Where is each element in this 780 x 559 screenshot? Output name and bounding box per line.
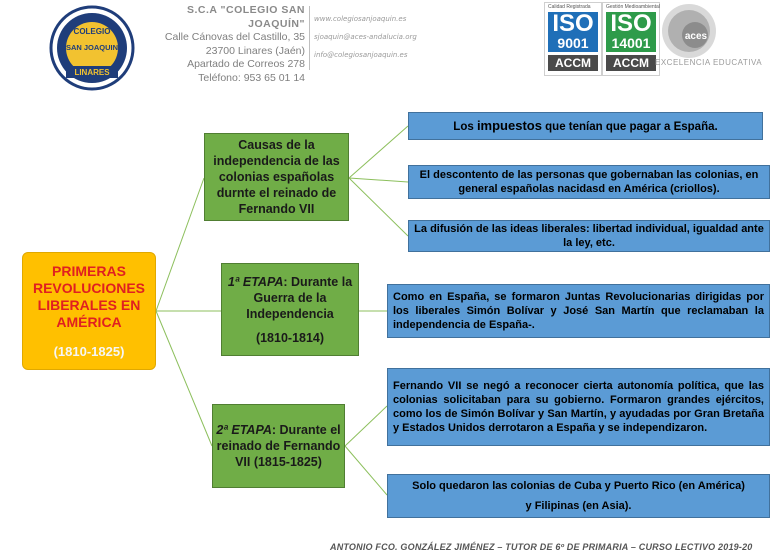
causes-node (204, 133, 349, 221)
school-name: S.C.A "COLEGIO SAN JOAQUÍN" (186, 4, 305, 30)
iso-9001-body: ACCM (548, 55, 598, 71)
connector-stage2-detail2 (345, 446, 387, 495)
svg-text:aces: aces (684, 31, 708, 42)
connector-causes-item2 (349, 178, 408, 182)
connector-root-causes (156, 178, 204, 311)
connector-causes-item3 (349, 178, 408, 236)
website-link[interactable]: www.colegiosanjoaquin.es (314, 15, 407, 23)
email-link-2[interactable]: info@colegiosanjoaquin.es (314, 51, 408, 59)
iso-14001-iso: ISO (610, 10, 652, 37)
root-title: PRIMERAS REVOLUCIONES LIBERALES EN AMÉRICA (32, 262, 145, 330)
remaining-colonies-line2: y Filipinas (en Asia). (525, 500, 632, 512)
stage2-description: : Durante el reinado de Fernando VII (1815-1825) (216, 423, 341, 469)
stage1-description: : Durante la Guerra de la Independencia (246, 274, 353, 321)
aces-tagline: EXCELENCIA EDUCATIVA (655, 58, 763, 67)
iso-14001-label: Gestión Medioambiental (606, 4, 660, 10)
email-link-1[interactable]: sjoaquin@aces-andalucia.org (314, 33, 417, 41)
cause-liberal-ideas-box (408, 220, 770, 252)
root-dates: (1810-1825) (53, 343, 125, 359)
remaining-colonies-line1: Solo quedaron las colonias de Cuba y Puerto Rico (en América) (412, 480, 745, 492)
svg-text:COLEGIO: COLEGIO (73, 27, 111, 36)
svg-text:SAN JOAQUIN: SAN JOAQUIN (65, 43, 119, 52)
causes-title: Causas de la independencia de las colonias españolas durnte el reinado de Fernando VII (213, 138, 340, 216)
iso-9001-label: Calidad Registrada (548, 4, 591, 10)
iso-9001-iso: ISO (552, 10, 594, 37)
school-city: 23700 Linares (Jaén) (205, 44, 305, 57)
connector-causes-item1 (349, 126, 408, 178)
stage2-detail-text: Fernando VII se negó a reconocer cierta autonomía política, que las colonias solicitaban para su gobierno. Formaron grandes ejércitos, como los de Simón Bolívar y San Martín, y ayudadas por Gran Bretaña y Estados Unidos derrotaron a España y se independizaron. (393, 380, 764, 434)
stage1-label: 1ª ETAPA (227, 274, 284, 289)
school-address: Calle Cánovas del Castillo, 35 (164, 31, 305, 43)
stage1-node (221, 263, 359, 356)
cause-discontent-text: El descontento de las personas que gobernaban las colonias, en general españolas nacidasd en América (criollos). (419, 169, 759, 195)
cause-taxes-post: que tenían que pagar a España. (541, 120, 718, 133)
stage1-detail-box (387, 284, 770, 338)
stage1-dates: (1810-1814) (255, 330, 325, 345)
cause-discontent-box (408, 165, 770, 199)
cause-taxes-box (408, 112, 763, 140)
cause-liberal-ideas-text: La difusión de las ideas liberales: libertad individual, igualdad ante la ley, etc. (414, 223, 764, 249)
cause-taxes-text (453, 119, 717, 134)
stage1-detail-text: Como en España, se formaron Juntas Revolucionarias dirigidas por los liberales Simón Bolívar y José San Martín que reclamaban la independencia de España-. (393, 291, 764, 331)
root-node (22, 252, 156, 370)
iso-14001-body: ACCM (606, 55, 656, 71)
svg-text:LINARES: LINARES (74, 68, 110, 77)
connector-stage2-detail1 (345, 406, 387, 446)
stage1-heading (222, 274, 358, 322)
iso-14001-number: 14001 (611, 35, 651, 51)
stage2-heading (213, 422, 344, 470)
stage2-node (212, 404, 345, 488)
stage2-remaining-colonies-box (387, 474, 770, 518)
stage2-label: 2ª ETAPA (216, 423, 272, 437)
iso-9001-number: 9001 (557, 35, 589, 51)
footer-credit: ANTONIO FCO. GONZÁLEZ JIMÉNEZ – TUTOR DE 6º DE PRIMARIA – CURSO LECTIVO 2019-20 (330, 542, 753, 552)
school-po-box: Apartado de Correos 278 (187, 58, 305, 70)
cause-taxes-emphasis: impuestos (476, 117, 542, 133)
connector-root-stage2 (156, 311, 212, 446)
stage2-detail-box (387, 368, 770, 446)
cause-taxes-pre: Los (453, 120, 477, 133)
school-phone: Teléfono: 953 65 01 14 (198, 71, 305, 84)
